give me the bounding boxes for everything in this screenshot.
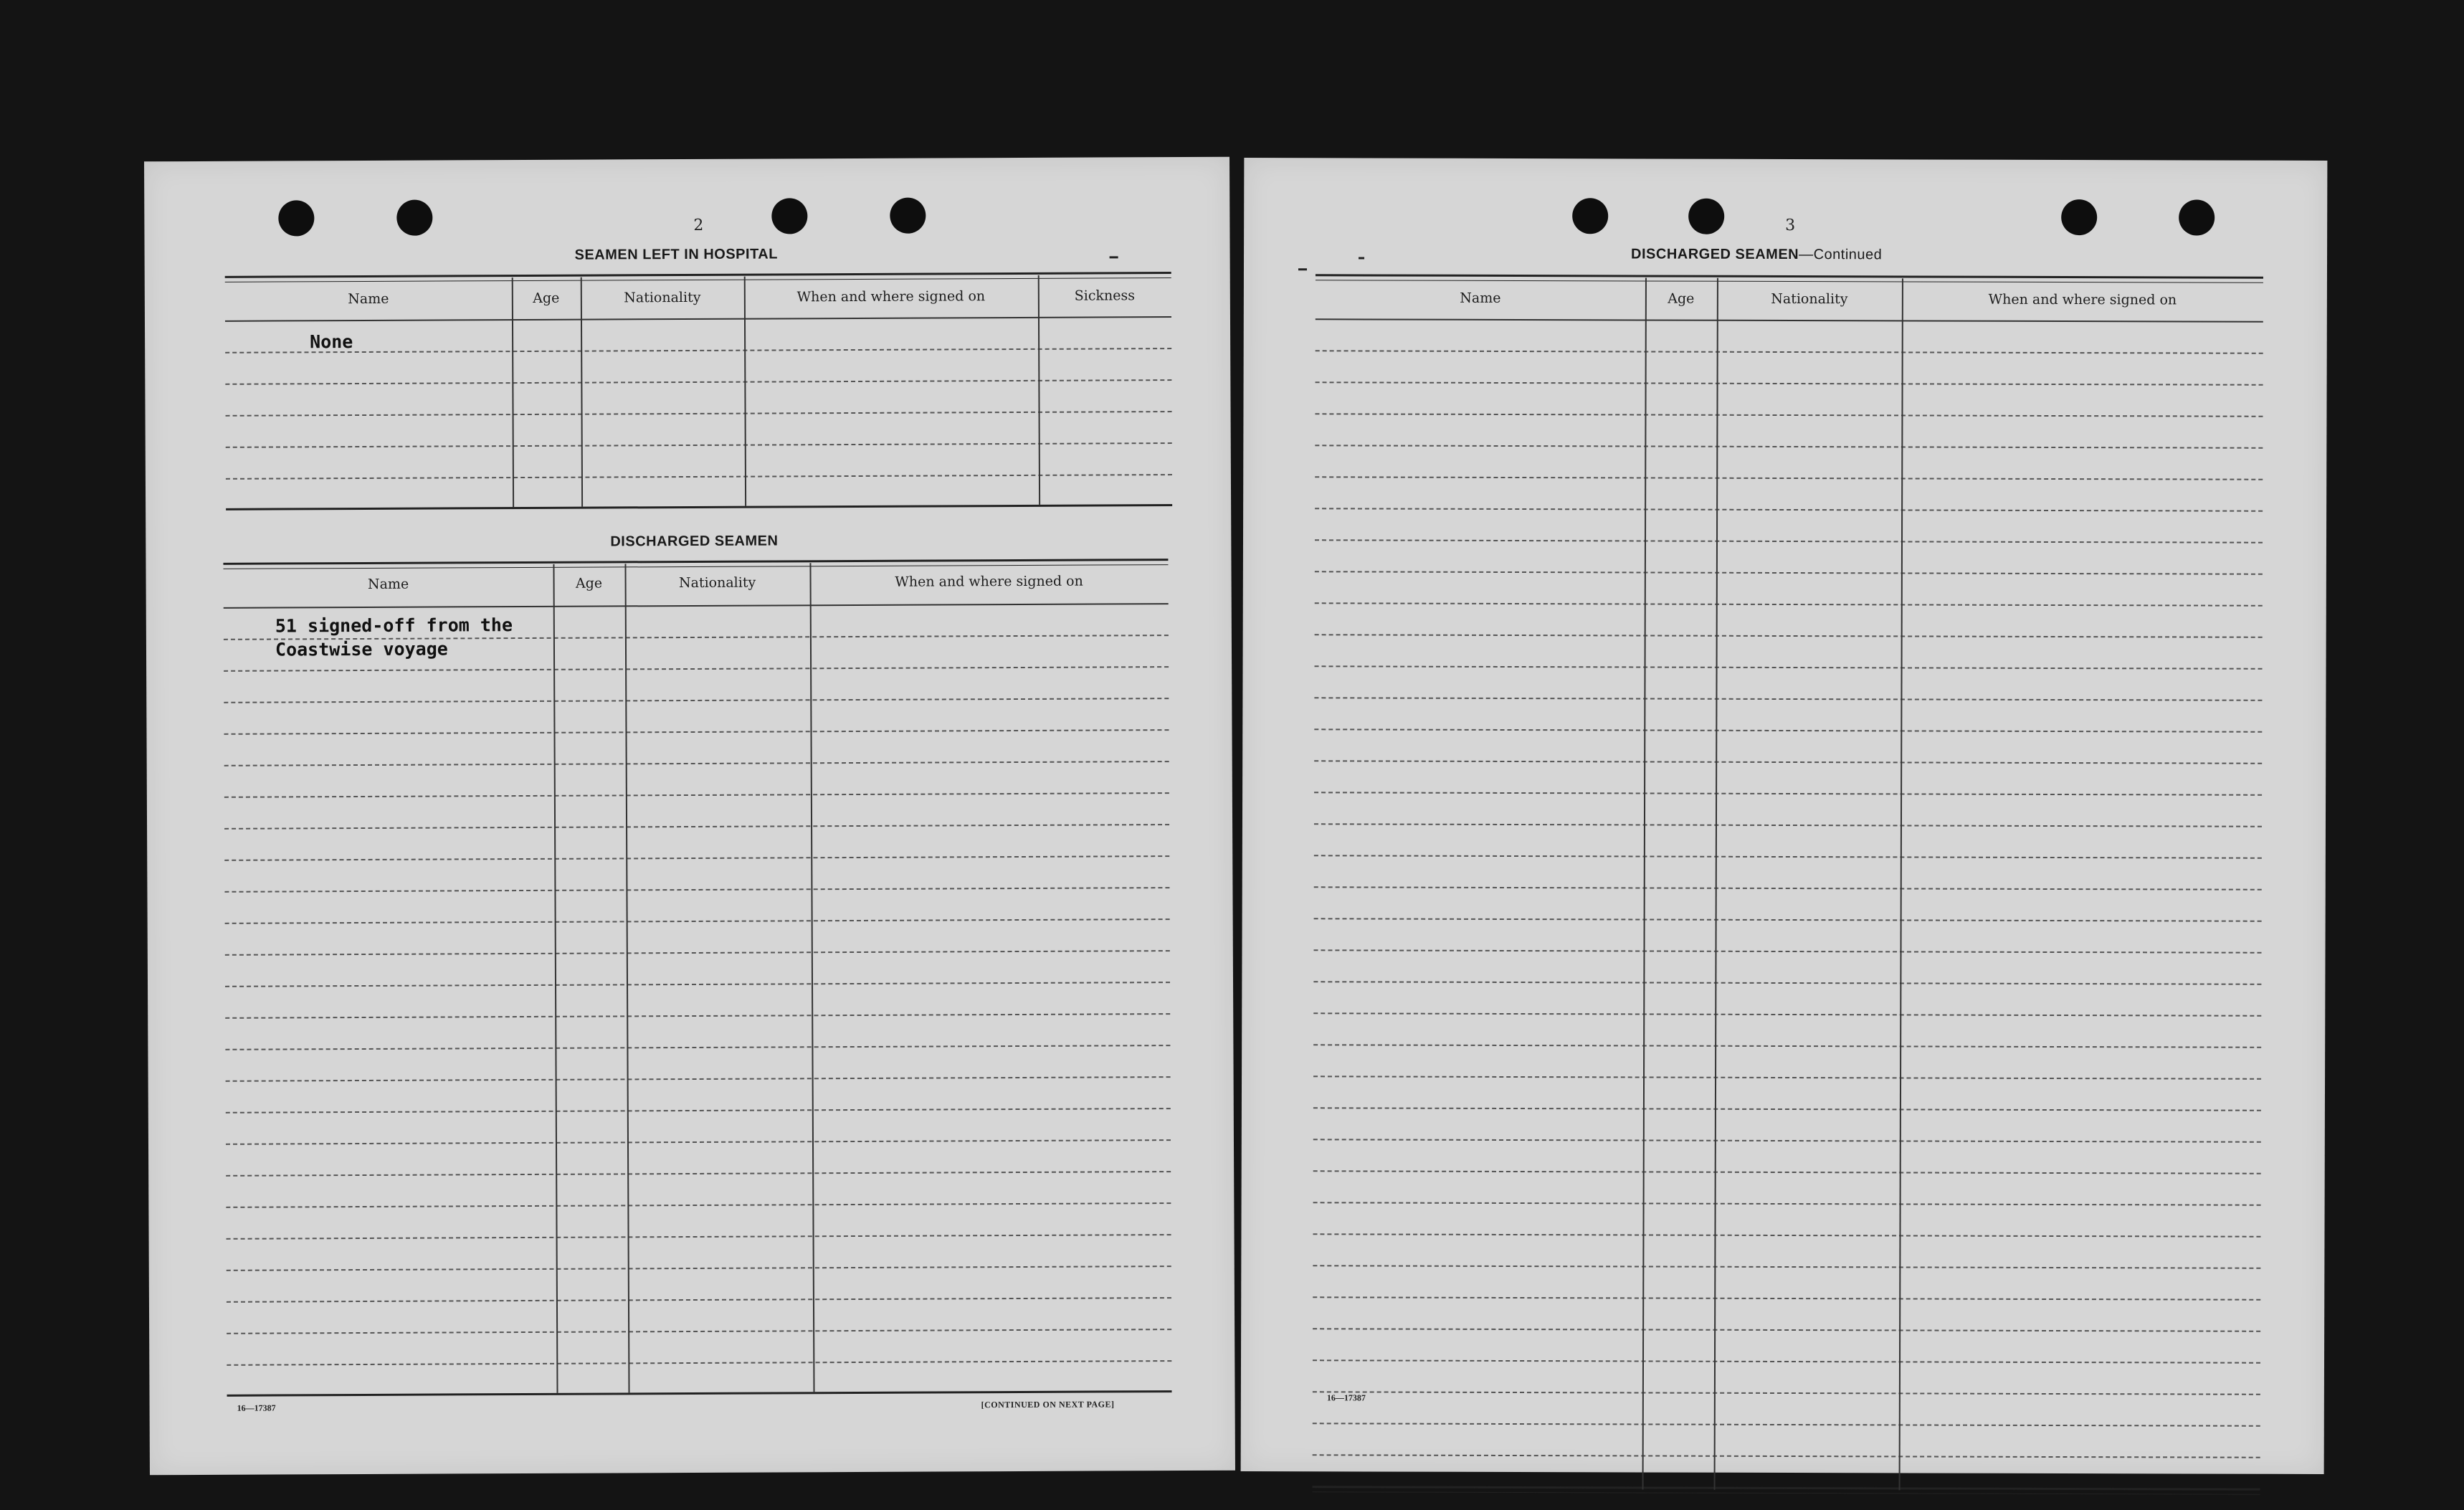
punch-hole (1572, 198, 1608, 234)
left-page (144, 157, 1235, 1476)
column-header-nationality: Nationality (678, 574, 756, 592)
ink-mark (1359, 257, 1364, 259)
column-header-name: Name (367, 576, 409, 592)
column-header-sickness: Sickness (1074, 288, 1135, 304)
discharged-entry-line-2: Coastwise voyage (275, 638, 448, 660)
discharged-table (223, 559, 1171, 1438)
column-header-age: Age (1668, 290, 1695, 307)
page-number: 2 (693, 216, 704, 234)
continued-note: [CONTINUED ON NEXT PAGE] (981, 1399, 1115, 1410)
punch-hole (771, 198, 807, 234)
punch-hole (1688, 199, 1724, 234)
form-code: 16—17387 (237, 1402, 276, 1413)
punch-hole (2179, 199, 2215, 235)
column-header-signed-on: When and where signed on (895, 573, 1083, 590)
punch-hole (396, 200, 432, 236)
column-header-signed-on: When and where signed on (1988, 291, 2177, 308)
hospital-entry: None (310, 331, 353, 353)
punch-hole (890, 198, 926, 234)
title-suffix: —Continued (1799, 247, 1883, 263)
column-header-age: Age (575, 575, 603, 592)
hospital-table (225, 272, 1173, 534)
discharged-entry-line-1: 51 signed-off from the (275, 614, 513, 637)
column-header-name: Name (1460, 290, 1501, 306)
column-header-signed-on: When and where signed on (796, 288, 986, 305)
ink-mark (1110, 256, 1118, 258)
punch-hole (2061, 199, 2097, 235)
discharged-continued-table (1312, 274, 2263, 1509)
column-header-nationality: Nationality (1771, 290, 1848, 308)
discharged-continued-title (1631, 246, 1882, 263)
hospital-section-title: SEAMEN LEFT IN HOSPITAL (574, 246, 778, 263)
discharged-section-title: DISCHARGED SEAMEN (610, 533, 779, 550)
punch-hole (278, 200, 314, 236)
column-header-age: Age (533, 290, 560, 306)
form-code: 16—17387 (1326, 1392, 1366, 1403)
page-number: 3 (1785, 217, 1796, 235)
column-header-name: Name (348, 290, 389, 308)
title-main: DISCHARGED SEAMEN (1631, 246, 1799, 263)
right-page (1241, 158, 2328, 1474)
column-header-nationality: Nationality (624, 289, 701, 306)
ink-mark (1298, 268, 1307, 270)
